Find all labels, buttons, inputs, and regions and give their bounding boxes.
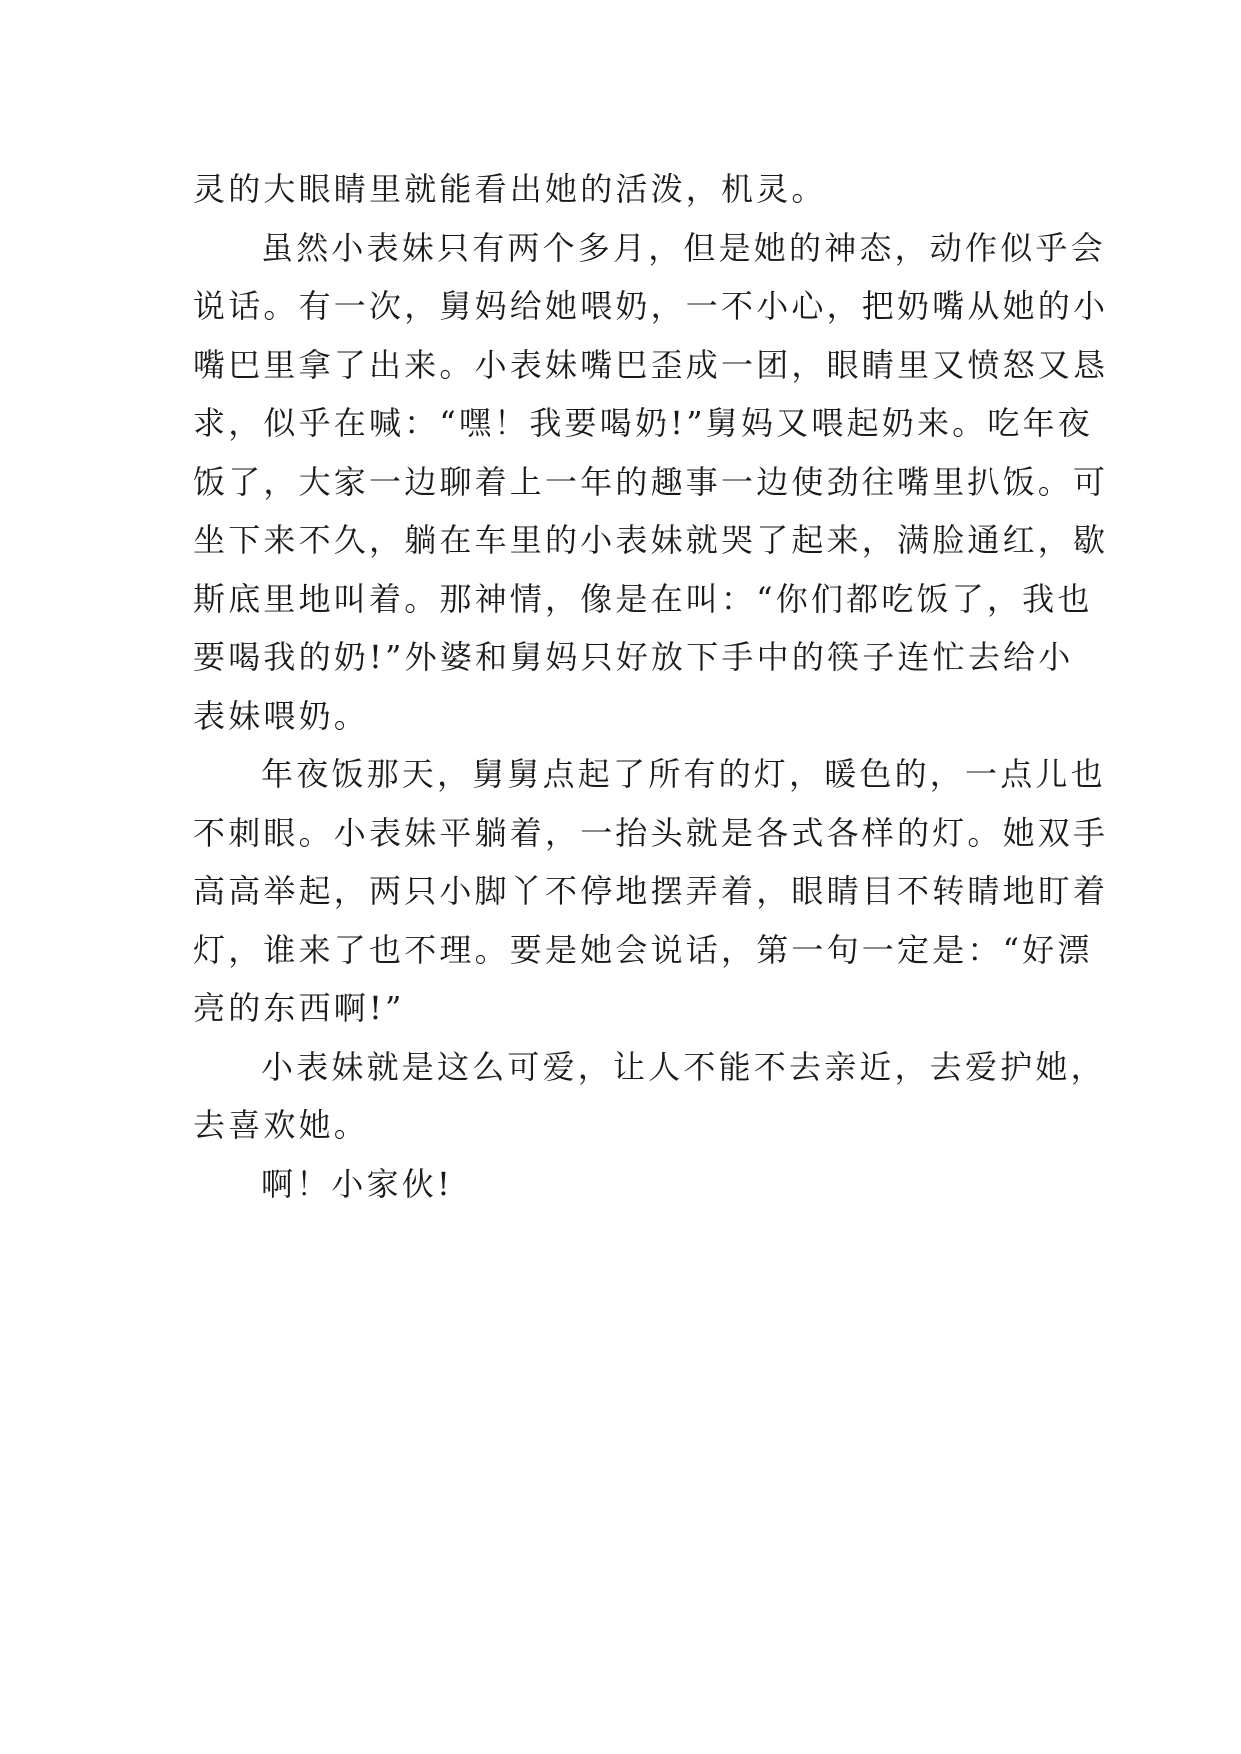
text-line: 不刺眼。小表妹平躺着，一抬头就是各式各样的灯。她双手 — [193, 813, 1109, 852]
text-line: 灵的大眼睛里就能看出她的活泼，机灵。 — [193, 170, 827, 208]
text-line: 要喝我的奶!”外婆和舅妈只好放下手中的筷子连忙去给小 — [193, 638, 1074, 676]
text-line: 高高举起，两只小脚丫不停地摆弄着，眼睛目不转睛地盯着 — [193, 872, 1109, 910]
text-line: 斯底里地叫着。那神情，像是在叫：“你们都吃饭了，我也 — [193, 579, 1093, 618]
text-line: 虽然小表妹只有两个多月，但是她的神态，动作似乎会 — [261, 228, 1106, 267]
text-line: 小表妹就是这么可爱，让人不能不去亲近，去爱护她， — [261, 1047, 1106, 1086]
text-line: 灯，谁来了也不理。要是她会说话，第一句一定是：“好漂 — [193, 930, 1093, 969]
text-line: 说话。有一次，舅妈给她喂奶，一不小心，把奶嘴从她的小 — [193, 287, 1109, 325]
body-text — [193, 160, 1109, 1213]
text-line: 亮的东西啊!” — [193, 989, 405, 1027]
text-line: 表妹喂奶。 — [193, 696, 370, 735]
text-line: 年夜饭那天，舅舅点起了所有的灯，暖色的，一点儿也 — [261, 755, 1106, 793]
text-line: 坐下来不久，躺在车里的小表妹就哭了起来，满脸通红，歇 — [193, 521, 1109, 559]
text-line: 饭了，大家一边聊着上一年的趣事一边使劲往嘴里扒饭。可 — [193, 462, 1109, 501]
text-line: 去喜欢她。 — [193, 1106, 370, 1144]
text-line: 求，似乎在喊：“嘿！我要喝奶!”舅妈又喂起奶来。吃年夜 — [193, 404, 1093, 442]
text-line: 啊！小家伙! — [261, 1164, 454, 1203]
text-line: 嘴巴里拿了出来。小表妹嘴巴歪成一团，眼睛里又愤怒又恳 — [193, 345, 1109, 384]
